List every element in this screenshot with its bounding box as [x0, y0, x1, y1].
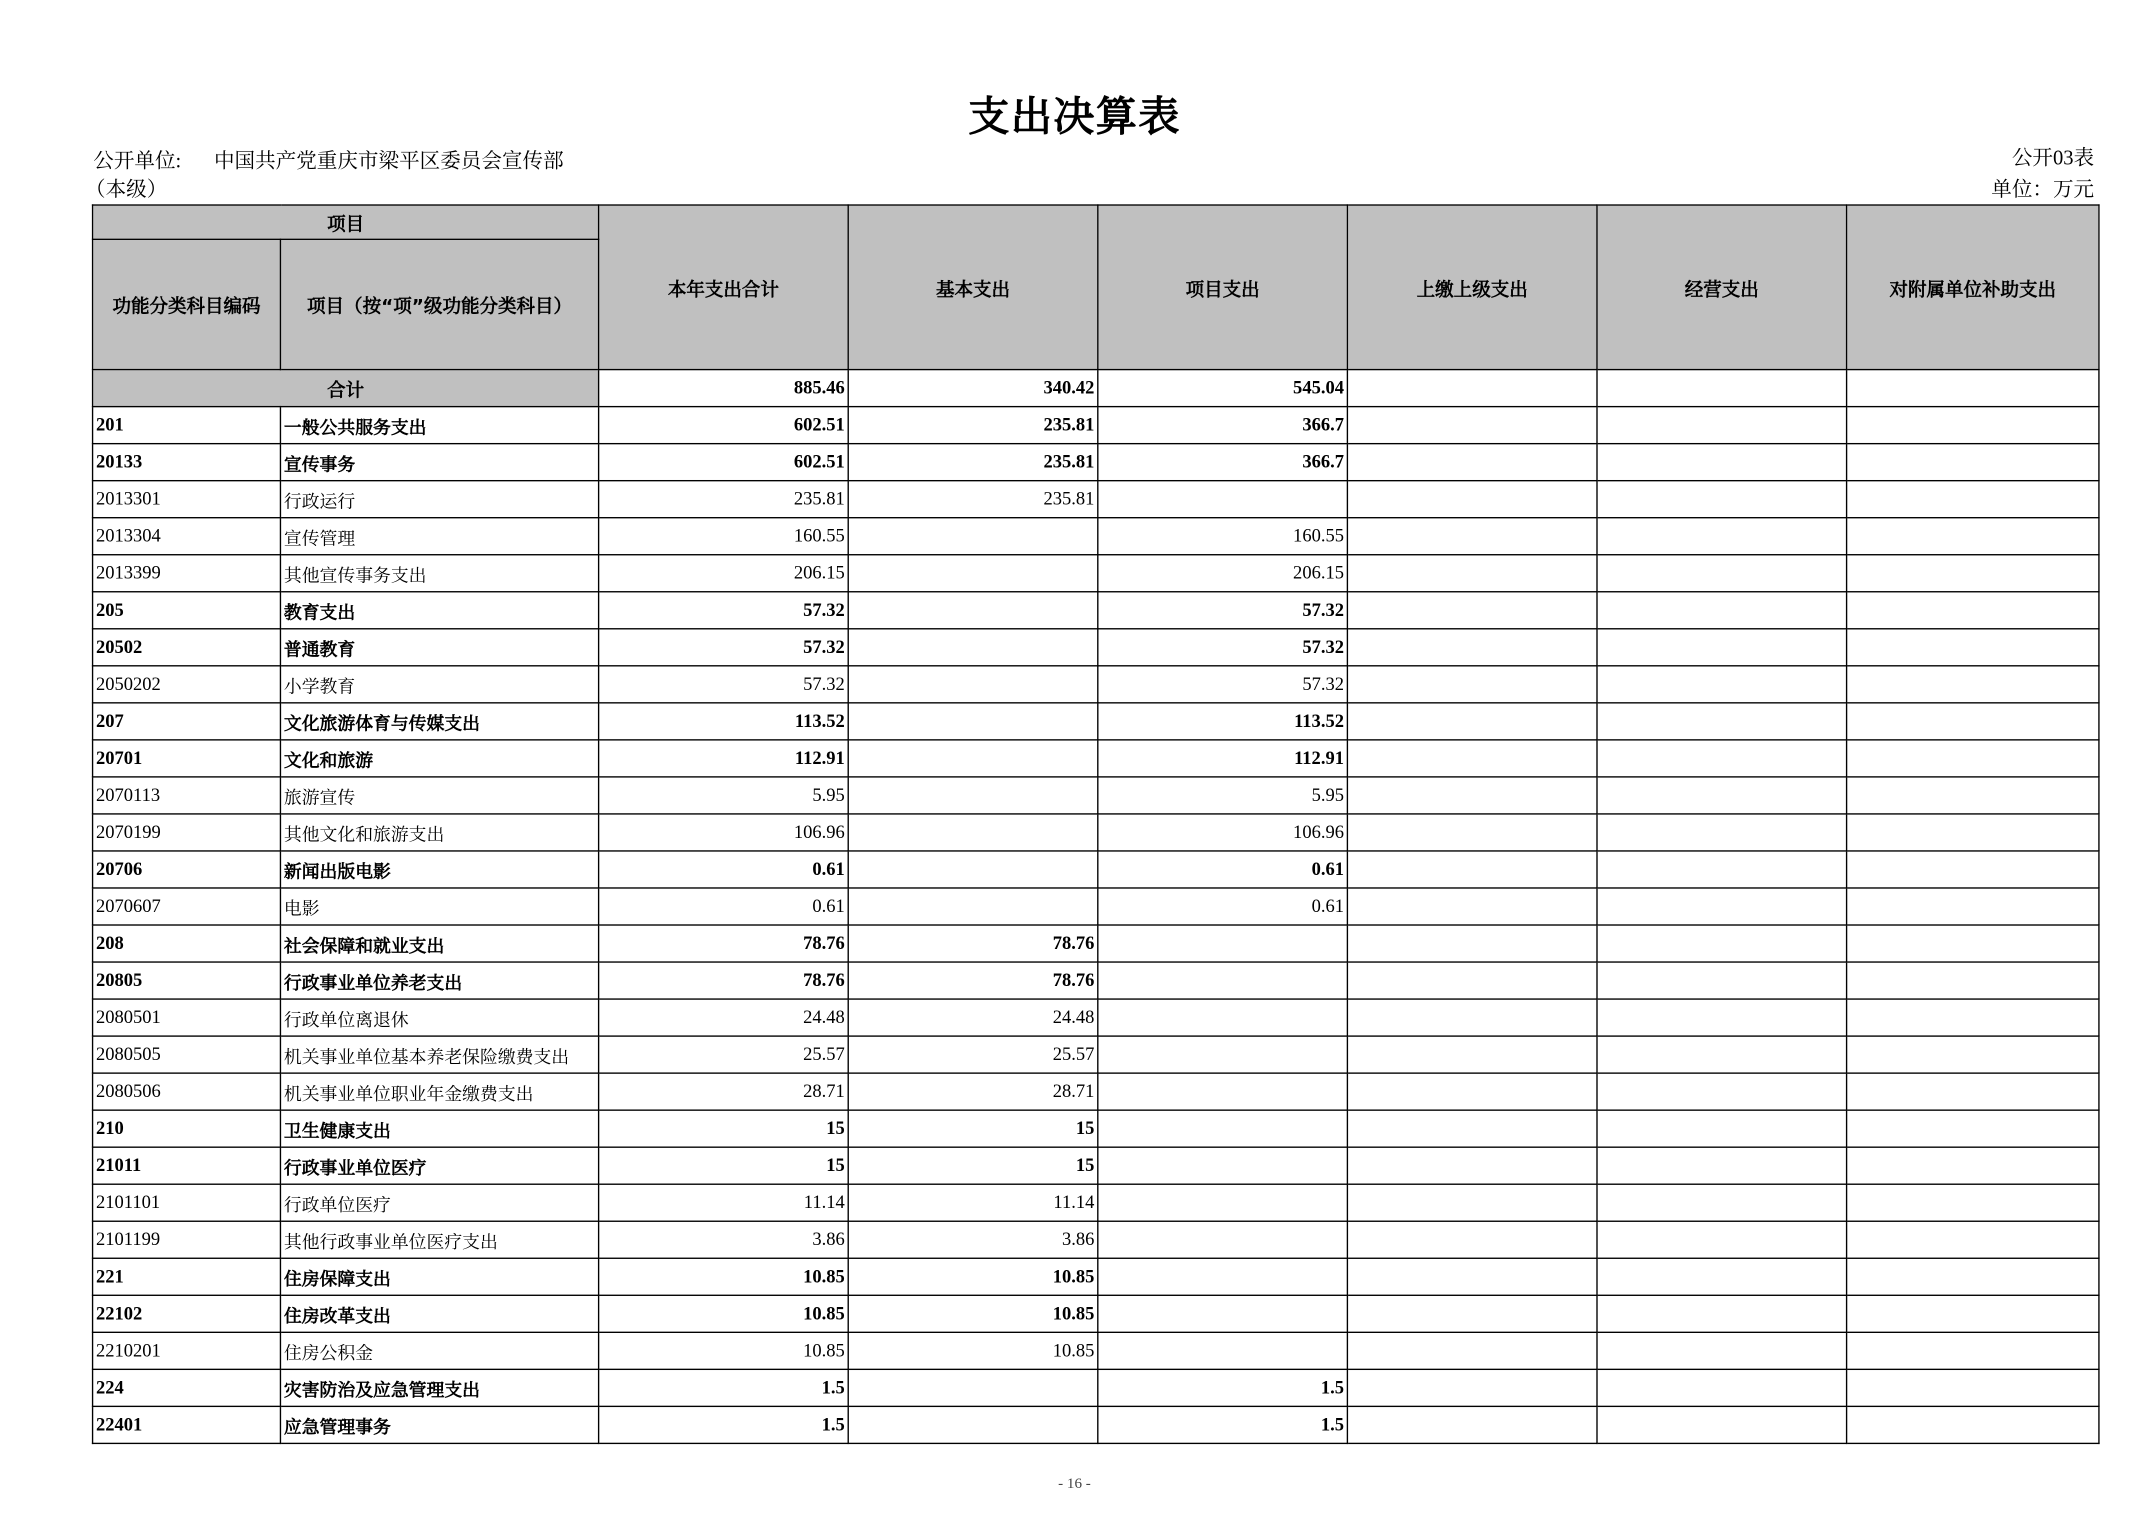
code-cell: 2080505: [93, 1036, 281, 1073]
table-row: [93, 1110, 2099, 1147]
basic-cell: 24.48: [848, 999, 1098, 1036]
table-row: [93, 1295, 2099, 1332]
upper-cell: [1347, 592, 1597, 629]
total-cell: 25.57: [599, 1036, 849, 1073]
project-cell: 57.32: [1098, 592, 1348, 629]
subsidy-cell: [1847, 629, 2099, 666]
business-cell: [1597, 925, 1847, 962]
code-cell: 210: [93, 1110, 281, 1147]
business-cell: [1597, 999, 1847, 1036]
name-cell: 机关事业单位职业年金缴费支出: [280, 1073, 598, 1110]
table-row: [93, 999, 2099, 1036]
name-cell: 其他宣传事务支出: [280, 555, 598, 592]
total-cell: 235.81: [599, 481, 849, 518]
upper-cell: [1347, 1110, 1597, 1147]
subsidy-cell: [1847, 1332, 2099, 1369]
upper-cell: [1347, 777, 1597, 814]
table-row: [93, 1221, 2099, 1258]
upper-cell: [1347, 1369, 1597, 1406]
upper-cell: [1347, 666, 1597, 703]
name-cell: 文化旅游体育与传媒支出: [280, 703, 598, 740]
name-cell: 小学教育: [280, 666, 598, 703]
subsidy-cell: [1847, 740, 2099, 777]
business-cell: [1597, 814, 1847, 851]
code-cell: 2070113: [93, 777, 281, 814]
business-cell: [1597, 1221, 1847, 1258]
upper-cell: [1347, 407, 1597, 444]
code-cell: 2070607: [93, 888, 281, 925]
form-number: 公开03表: [2011, 148, 2095, 171]
code-cell: 208: [93, 925, 281, 962]
name-cell: 机关事业单位基本养老保险缴费支出: [280, 1036, 598, 1073]
project-cell: [1098, 925, 1348, 962]
business-cell: [1597, 1369, 1847, 1406]
basic-cell: 10.85: [848, 1295, 1098, 1332]
project-cell: 0.61: [1098, 851, 1348, 888]
name-cell: 一般公共服务支出: [280, 407, 598, 444]
code-cell: 2013399: [93, 555, 281, 592]
business-cell: [1597, 592, 1847, 629]
upper-cell: [1347, 703, 1597, 740]
business-cell: [1597, 1036, 1847, 1073]
upper-cell: [1347, 1073, 1597, 1110]
code-cell: 20805: [93, 962, 281, 999]
basic-cell: [848, 851, 1098, 888]
project-cell: 112.91: [1098, 740, 1348, 777]
total-cell: 0.61: [599, 888, 849, 925]
subsidy-cell: [1847, 1036, 2099, 1073]
total-business-cell: [1597, 370, 1847, 407]
table-row: [93, 1369, 2099, 1406]
code-cell: 22401: [93, 1406, 281, 1443]
subsidy-cell: [1847, 999, 2099, 1036]
code-cell: 22102: [93, 1295, 281, 1332]
subsidy-cell: [1847, 1147, 2099, 1184]
total-cell: 602.51: [599, 407, 849, 444]
code-cell: 2070199: [93, 814, 281, 851]
upper-cell: [1347, 1036, 1597, 1073]
total-cell: 10.85: [599, 1258, 849, 1295]
subsidy-cell: [1847, 1110, 2099, 1147]
name-cell: 行政单位离退休: [280, 999, 598, 1036]
name-cell: 住房保障支出: [280, 1258, 598, 1295]
basic-cell: [848, 814, 1098, 851]
total-cell: 602.51: [599, 444, 849, 481]
business-cell: [1597, 444, 1847, 481]
name-cell: 行政运行: [280, 481, 598, 518]
name-cell: 行政事业单位养老支出: [280, 962, 598, 999]
header-basic: 基本支出: [848, 205, 1098, 370]
header-subsidy: 对附属单位补助支出: [1847, 205, 2099, 370]
project-cell: [1098, 481, 1348, 518]
upper-cell: [1347, 1147, 1597, 1184]
project-cell: [1098, 1221, 1348, 1258]
subsidy-cell: [1847, 1258, 2099, 1295]
subsidy-cell: [1847, 444, 2099, 481]
total-row: [93, 370, 2099, 407]
business-cell: [1597, 407, 1847, 444]
basic-cell: 235.81: [848, 444, 1098, 481]
table-row: [93, 1258, 2099, 1295]
table-row: [93, 1147, 2099, 1184]
basic-cell: 3.86: [848, 1221, 1098, 1258]
subsidy-cell: [1847, 555, 2099, 592]
total-cell: 113.52: [599, 703, 849, 740]
project-cell: [1098, 962, 1348, 999]
code-cell: 2101101: [93, 1184, 281, 1221]
business-cell: [1597, 629, 1847, 666]
table-header: [93, 205, 2099, 370]
business-cell: [1597, 1184, 1847, 1221]
subsidy-cell: [1847, 888, 2099, 925]
table-row: [93, 629, 2099, 666]
basic-cell: 10.85: [848, 1332, 1098, 1369]
total-cell: 206.15: [599, 555, 849, 592]
basic-cell: 25.57: [848, 1036, 1098, 1073]
business-cell: [1597, 666, 1847, 703]
total-project-cell: 545.04: [1098, 370, 1348, 407]
total-cell: 3.86: [599, 1221, 849, 1258]
table-row: [93, 592, 2099, 629]
name-cell: 其他文化和旅游支出: [280, 814, 598, 851]
project-cell: 366.7: [1098, 444, 1348, 481]
basic-cell: [848, 592, 1098, 629]
project-cell: 1.5: [1098, 1406, 1348, 1443]
subsidy-cell: [1847, 666, 2099, 703]
code-cell: 201: [93, 407, 281, 444]
page-title: 支出决算表: [968, 93, 1181, 142]
business-cell: [1597, 851, 1847, 888]
upper-cell: [1347, 851, 1597, 888]
table-row: [93, 666, 2099, 703]
business-cell: [1597, 703, 1847, 740]
subsidy-cell: [1847, 1184, 2099, 1221]
name-cell: 新闻出版电影: [280, 851, 598, 888]
code-cell: 224: [93, 1369, 281, 1406]
basic-cell: [848, 1369, 1098, 1406]
upper-cell: [1347, 518, 1597, 555]
page-number: - 16 -: [1058, 1475, 1091, 1493]
project-cell: 113.52: [1098, 703, 1348, 740]
table-row: [93, 518, 2099, 555]
total-upper-cell: [1347, 370, 1597, 407]
basic-cell: [848, 703, 1098, 740]
subsidy-cell: [1847, 407, 2099, 444]
project-cell: [1098, 1036, 1348, 1073]
business-cell: [1597, 1110, 1847, 1147]
total-label: 合计: [93, 370, 599, 407]
code-cell: 20706: [93, 851, 281, 888]
upper-cell: [1347, 1295, 1597, 1332]
total-cell: 5.95: [599, 777, 849, 814]
name-cell: 卫生健康支出: [280, 1110, 598, 1147]
table-row: [93, 962, 2099, 999]
business-cell: [1597, 962, 1847, 999]
header-code: 功能分类科目编码: [93, 239, 281, 369]
project-cell: 206.15: [1098, 555, 1348, 592]
header-business: 经营支出: [1597, 205, 1847, 370]
total-cell: 885.46: [599, 370, 849, 407]
expenditure-table: [92, 204, 2100, 1444]
business-cell: [1597, 481, 1847, 518]
code-cell: 2080501: [93, 999, 281, 1036]
table-row: [93, 1332, 2099, 1369]
name-cell: 灾害防治及应急管理支出: [280, 1369, 598, 1406]
subsidy-cell: [1847, 1073, 2099, 1110]
name-cell: 住房公积金: [280, 1332, 598, 1369]
upper-cell: [1347, 740, 1597, 777]
project-cell: [1098, 1147, 1348, 1184]
upper-cell: [1347, 1221, 1597, 1258]
subsidy-cell: [1847, 1369, 2099, 1406]
total-cell: 112.91: [599, 740, 849, 777]
project-cell: [1098, 1295, 1348, 1332]
project-cell: 0.61: [1098, 888, 1348, 925]
unit-name: 中国共产党重庆市梁平区委员会宣传部: [213, 150, 564, 173]
total-cell: 28.71: [599, 1073, 849, 1110]
basic-cell: 11.14: [848, 1184, 1098, 1221]
project-cell: 5.95: [1098, 777, 1348, 814]
code-cell: 2013304: [93, 518, 281, 555]
code-cell: 2050202: [93, 666, 281, 703]
project-cell: 106.96: [1098, 814, 1348, 851]
upper-cell: [1347, 1258, 1597, 1295]
name-cell: 普通教育: [280, 629, 598, 666]
table-body: [93, 370, 2099, 1444]
business-cell: [1597, 1147, 1847, 1184]
total-cell: 1.5: [599, 1406, 849, 1443]
name-cell: 其他行政事业单位医疗支出: [280, 1221, 598, 1258]
project-cell: [1098, 1332, 1348, 1369]
subsidy-cell: [1847, 703, 2099, 740]
table-row: [93, 851, 2099, 888]
code-cell: 205: [93, 592, 281, 629]
upper-cell: [1347, 629, 1597, 666]
currency-unit: 单位：万元: [1991, 179, 2095, 202]
project-cell: 160.55: [1098, 518, 1348, 555]
header-total: 本年支出合计: [599, 205, 849, 370]
subsidy-cell: [1847, 962, 2099, 999]
code-cell: 2080506: [93, 1073, 281, 1110]
name-cell: 教育支出: [280, 592, 598, 629]
total-cell: 10.85: [599, 1332, 849, 1369]
basic-cell: [848, 888, 1098, 925]
code-cell: 20133: [93, 444, 281, 481]
total-cell: 78.76: [599, 925, 849, 962]
upper-cell: [1347, 1184, 1597, 1221]
total-cell: 15: [599, 1110, 849, 1147]
business-cell: [1597, 888, 1847, 925]
code-cell: 2210201: [93, 1332, 281, 1369]
unit-label: 公开单位:: [93, 150, 182, 173]
table-row: [93, 814, 2099, 851]
basic-cell: 78.76: [848, 925, 1098, 962]
code-cell: 221: [93, 1258, 281, 1295]
basic-cell: 10.85: [848, 1258, 1098, 1295]
code-cell: 207: [93, 703, 281, 740]
table-row: [93, 777, 2099, 814]
subsidy-cell: [1847, 481, 2099, 518]
code-cell: 2013301: [93, 481, 281, 518]
project-cell: 1.5: [1098, 1369, 1348, 1406]
total-cell: 1.5: [599, 1369, 849, 1406]
code-cell: 21011: [93, 1147, 281, 1184]
basic-cell: 15: [848, 1110, 1098, 1147]
basic-cell: [848, 740, 1098, 777]
upper-cell: [1347, 1332, 1597, 1369]
basic-cell: [848, 518, 1098, 555]
header-project: 项目: [93, 205, 599, 239]
header-name: 项目（按“项”级功能分类科目）: [280, 239, 598, 369]
subsidy-cell: [1847, 518, 2099, 555]
header-project-expense: 项目支出: [1098, 205, 1348, 370]
project-cell: [1098, 1073, 1348, 1110]
basic-cell: [848, 777, 1098, 814]
table-row: [93, 1184, 2099, 1221]
total-cell: 0.61: [599, 851, 849, 888]
table-row: [93, 407, 2099, 444]
name-cell: 住房改革支出: [280, 1295, 598, 1332]
subsidy-cell: [1847, 777, 2099, 814]
table-row: [93, 444, 2099, 481]
name-cell: 宣传管理: [280, 518, 598, 555]
total-cell: 57.32: [599, 666, 849, 703]
basic-cell: 235.81: [848, 481, 1098, 518]
project-cell: [1098, 1258, 1348, 1295]
total-basic-cell: 340.42: [848, 370, 1098, 407]
business-cell: [1597, 740, 1847, 777]
project-cell: 57.32: [1098, 666, 1348, 703]
table-row: [93, 1036, 2099, 1073]
name-cell: 文化和旅游: [280, 740, 598, 777]
basic-cell: 78.76: [848, 962, 1098, 999]
business-cell: [1597, 518, 1847, 555]
upper-cell: [1347, 814, 1597, 851]
business-cell: [1597, 1258, 1847, 1295]
basic-cell: 15: [848, 1147, 1098, 1184]
project-cell: 366.7: [1098, 407, 1348, 444]
name-cell: 旅游宣传: [280, 777, 598, 814]
table-row: [93, 888, 2099, 925]
table-row: [93, 555, 2099, 592]
code-cell: 20502: [93, 629, 281, 666]
business-cell: [1597, 1332, 1847, 1369]
basic-cell: [848, 666, 1098, 703]
code-cell: 2101199: [93, 1221, 281, 1258]
upper-cell: [1347, 1406, 1597, 1443]
code-cell: 20701: [93, 740, 281, 777]
name-cell: 应急管理事务: [280, 1406, 598, 1443]
name-cell: 行政单位医疗: [280, 1184, 598, 1221]
upper-cell: [1347, 925, 1597, 962]
name-cell: 宣传事务: [280, 444, 598, 481]
subsidy-cell: [1847, 592, 2099, 629]
basic-cell: 235.81: [848, 407, 1098, 444]
name-cell: 社会保障和就业支出: [280, 925, 598, 962]
table-row: [93, 1406, 2099, 1443]
header-upper: 上缴上级支出: [1347, 205, 1597, 370]
table-row: [93, 925, 2099, 962]
business-cell: [1597, 1295, 1847, 1332]
upper-cell: [1347, 481, 1597, 518]
upper-cell: [1347, 962, 1597, 999]
project-cell: [1098, 1110, 1348, 1147]
total-cell: 57.32: [599, 629, 849, 666]
subsidy-cell: [1847, 1221, 2099, 1258]
name-cell: 电影: [280, 888, 598, 925]
subsidy-cell: [1847, 1295, 2099, 1332]
total-cell: 15: [599, 1147, 849, 1184]
table-row: [93, 481, 2099, 518]
subsidy-cell: [1847, 1406, 2099, 1443]
total-cell: 160.55: [599, 518, 849, 555]
unit-level: （本级）: [85, 179, 168, 202]
table-row: [93, 740, 2099, 777]
table-row: [93, 1073, 2099, 1110]
project-cell: [1098, 999, 1348, 1036]
subsidy-cell: [1847, 851, 2099, 888]
subsidy-cell: [1847, 925, 2099, 962]
total-cell: 10.85: [599, 1295, 849, 1332]
upper-cell: [1347, 999, 1597, 1036]
basic-cell: [848, 629, 1098, 666]
table-row: [93, 703, 2099, 740]
basic-cell: 28.71: [848, 1073, 1098, 1110]
basic-cell: [848, 1406, 1098, 1443]
total-cell: 11.14: [599, 1184, 849, 1221]
total-cell: 57.32: [599, 592, 849, 629]
total-subsidy-cell: [1847, 370, 2099, 407]
upper-cell: [1347, 888, 1597, 925]
total-cell: 24.48: [599, 999, 849, 1036]
project-cell: 57.32: [1098, 629, 1348, 666]
subsidy-cell: [1847, 814, 2099, 851]
name-cell: 行政事业单位医疗: [280, 1147, 598, 1184]
business-cell: [1597, 555, 1847, 592]
business-cell: [1597, 777, 1847, 814]
total-cell: 106.96: [599, 814, 849, 851]
project-cell: [1098, 1184, 1348, 1221]
total-cell: 78.76: [599, 962, 849, 999]
business-cell: [1597, 1073, 1847, 1110]
upper-cell: [1347, 444, 1597, 481]
business-cell: [1597, 1406, 1847, 1443]
upper-cell: [1347, 555, 1597, 592]
basic-cell: [848, 555, 1098, 592]
